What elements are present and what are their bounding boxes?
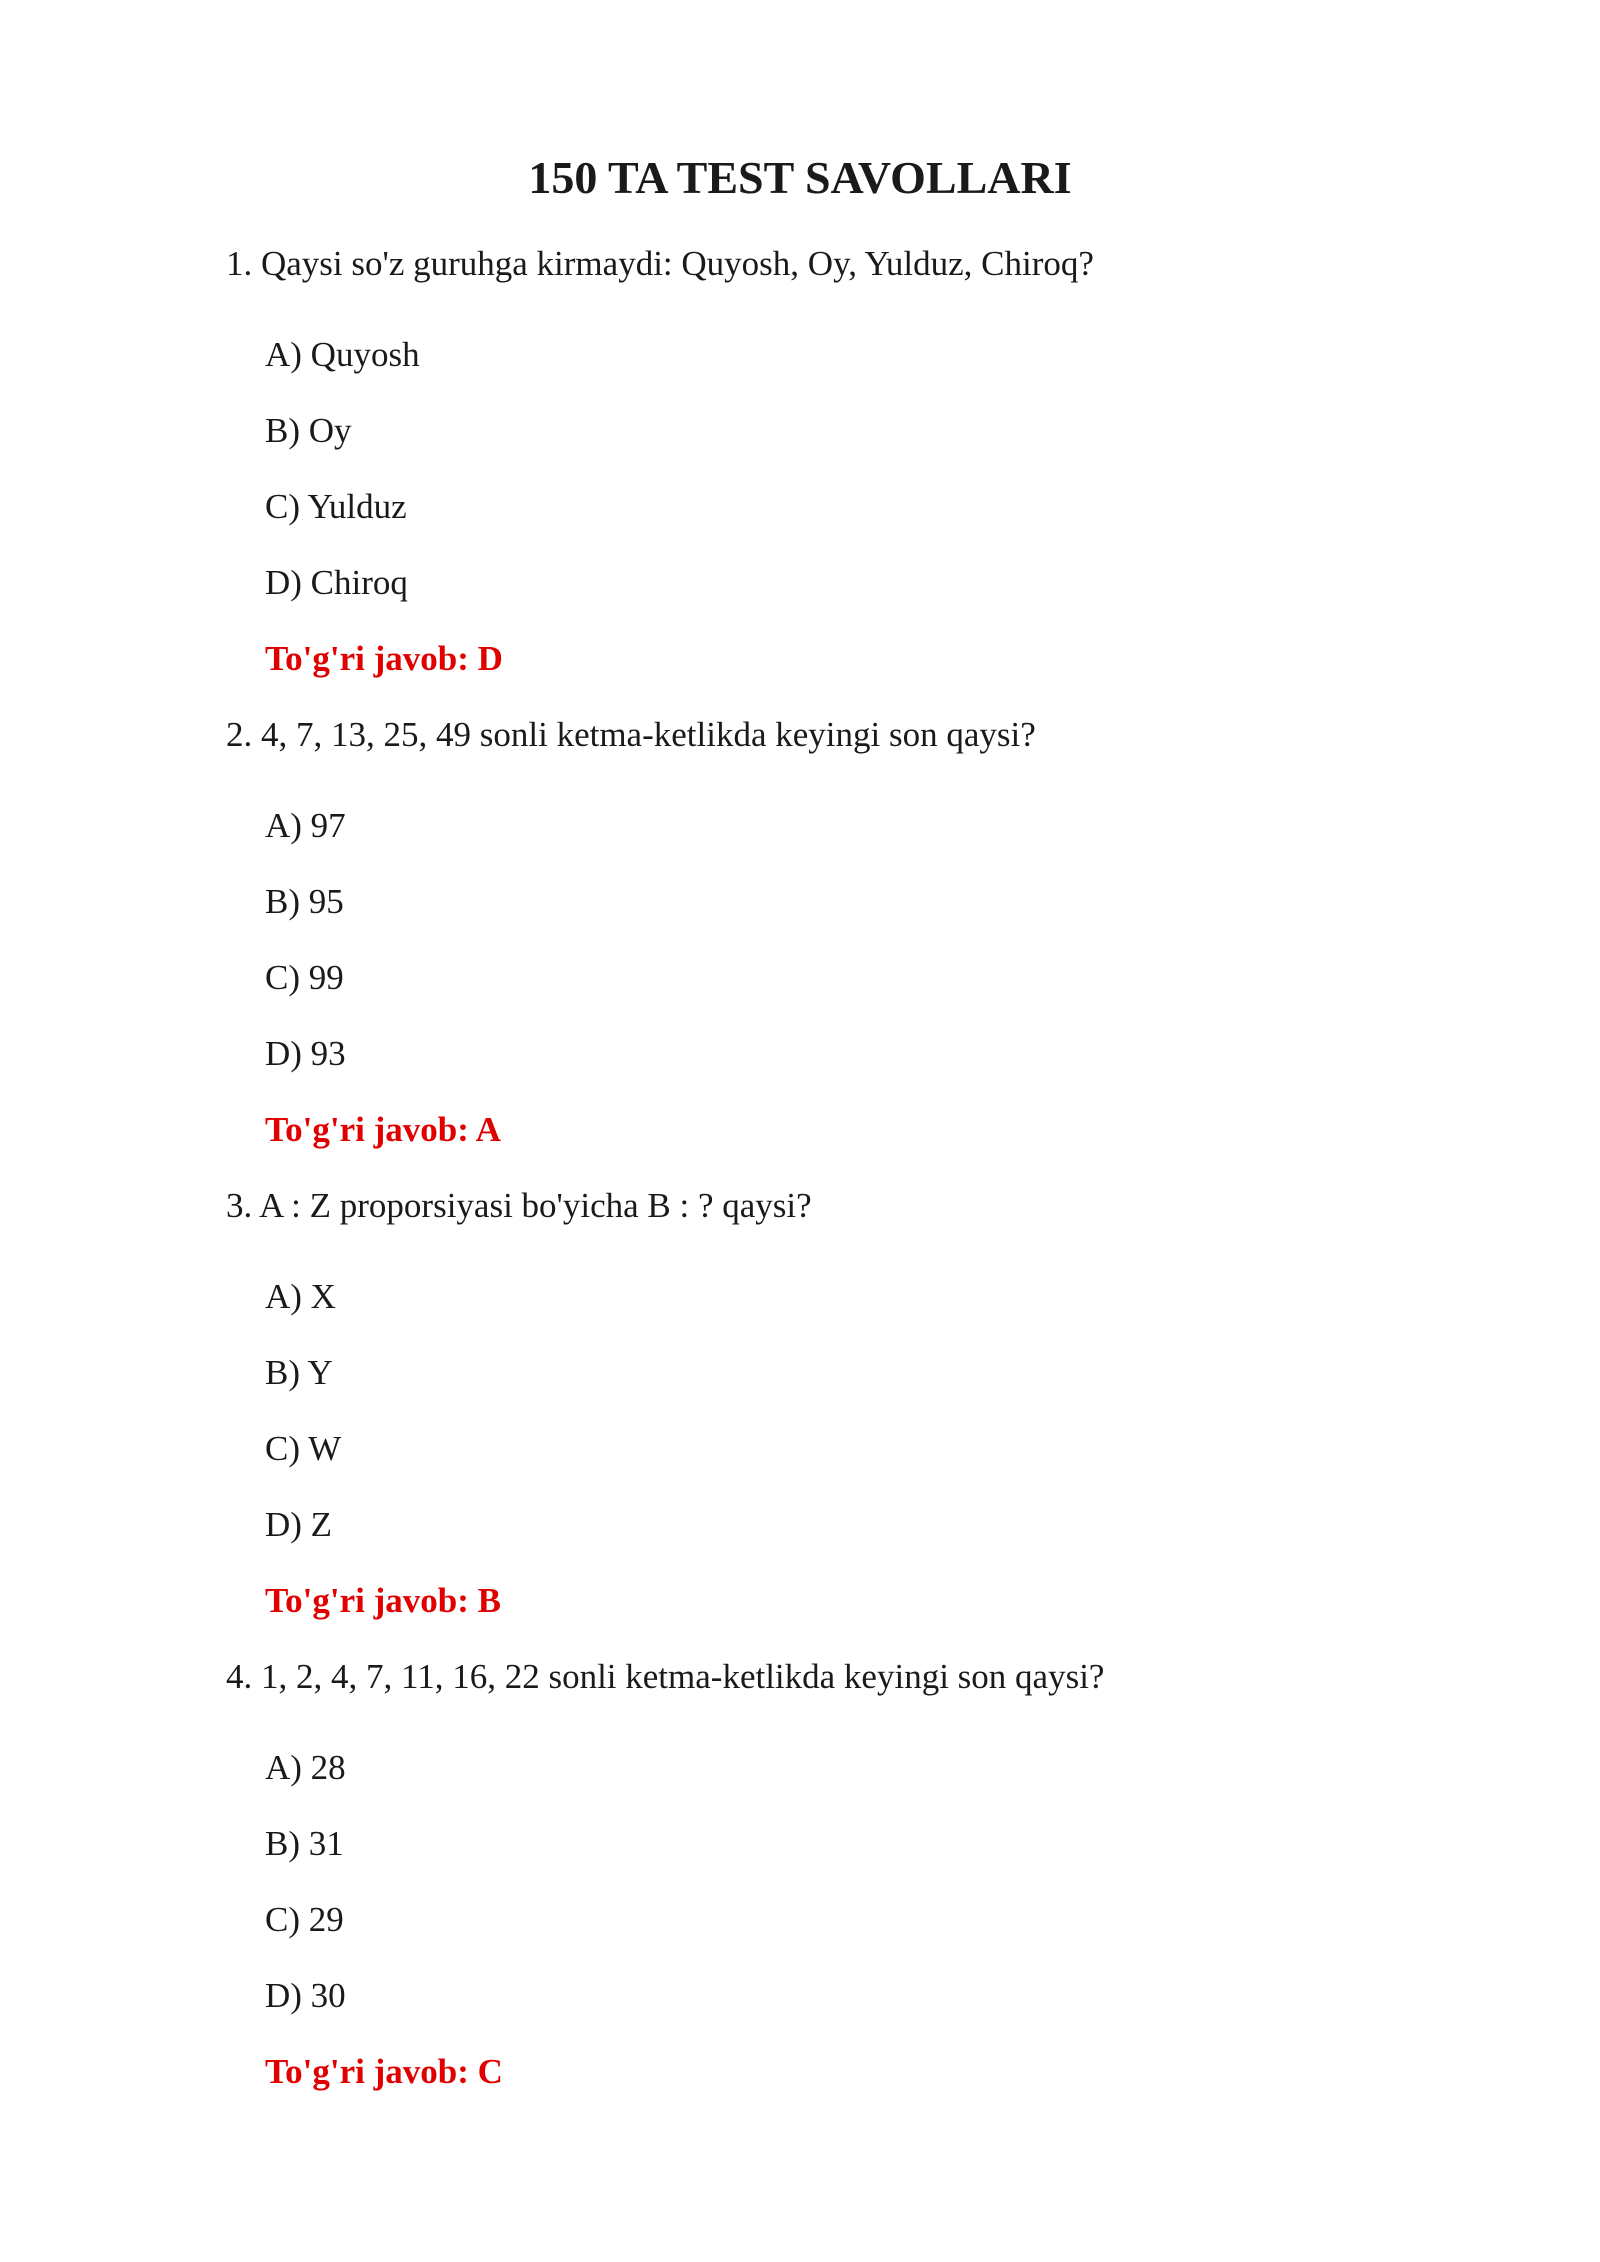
question-4-option-c: C) 29 [265, 1900, 344, 1939]
page-title: 150 TA TEST SAVOLLARI [528, 152, 1072, 203]
question-1-answer: To'g'ri javob: D [265, 639, 503, 678]
question-2-option-d: D) 93 [265, 1034, 346, 1073]
question-1-option-d: D) Chiroq [265, 563, 408, 602]
question-4-answer: To'g'ri javob: C [265, 2052, 503, 2091]
question-2-answer: To'g'ri javob: A [265, 1110, 501, 1149]
question-1-option-a: A) Quyosh [265, 335, 420, 374]
question-3-text: 3. A : Z proporsiyasi bo'yicha B : ? qaysi? [226, 1186, 812, 1225]
question-3-option-a: A) X [265, 1277, 336, 1316]
question-4-text: 4. 1, 2, 4, 7, 11, 16, 22 sonli ketma-ketlikda keyingi son qaysi? [226, 1657, 1105, 1696]
question-3-option-d: D) Z [265, 1505, 333, 1544]
question-2-option-a: A) 97 [265, 806, 346, 845]
question-4-option-b: B) 31 [265, 1824, 344, 1863]
question-1-text: 1. Qaysi so'z guruhga kirmaydi: Quyosh, Oy, Yulduz, Chiroq? [226, 244, 1094, 283]
question-1-option-b: B) Oy [265, 411, 352, 450]
question-4-option-a: A) 28 [265, 1748, 346, 1787]
question-3-answer: To'g'ri javob: B [265, 1581, 501, 1620]
question-2-option-b: B) 95 [265, 882, 344, 921]
question-3-option-c: C) W [265, 1429, 342, 1468]
question-4-option-d: D) 30 [265, 1976, 346, 2015]
question-1-option-c: C) Yulduz [265, 487, 407, 526]
question-2-option-c: C) 99 [265, 958, 344, 997]
question-3-option-b: B) Y [265, 1353, 333, 1392]
question-2-text: 2. 4, 7, 13, 25, 49 sonli ketma-ketlikda keyingi son qaysi? [226, 715, 1036, 754]
